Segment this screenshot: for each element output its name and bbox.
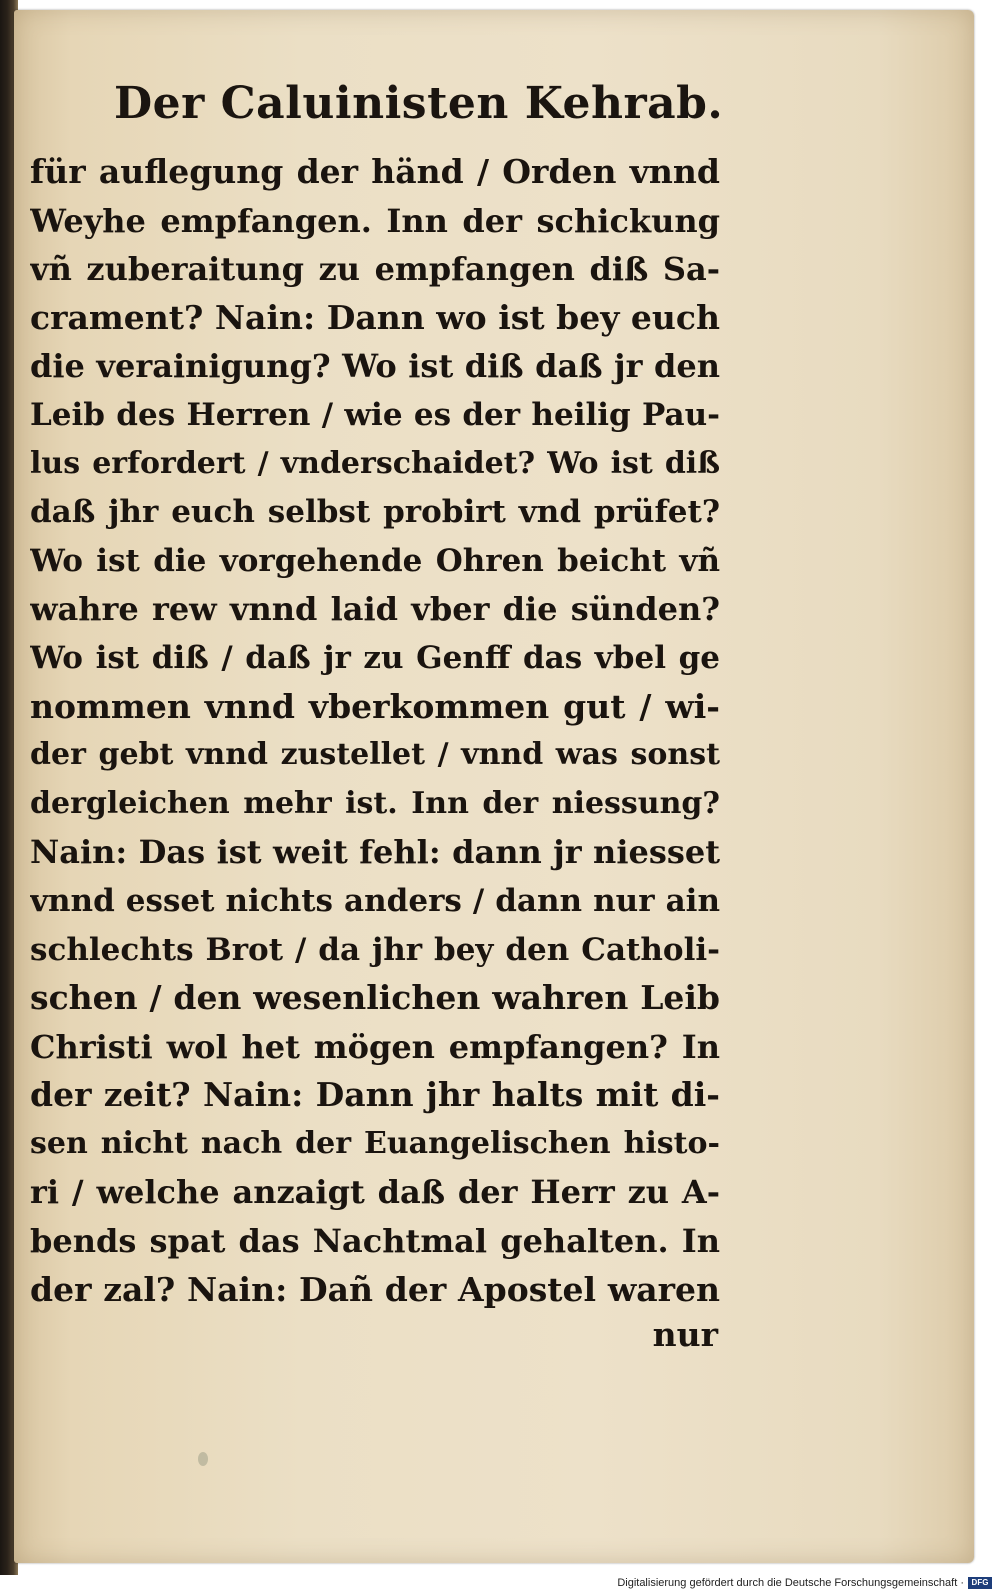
text-line: schen / den wesenlichen wahren Leib: [30, 978, 720, 1018]
text-line: dergleichen mehr ist. Inn der niessung?: [30, 785, 720, 821]
text-line: Wo ist diß / daß jr zu Genff das vbel ge: [30, 639, 720, 676]
text-line: schlechts Brot / da jhr bey den Catholi-: [30, 931, 720, 968]
text-line: wahre rew vnnd laid vber die sünden?: [30, 590, 720, 629]
catchword: nur: [652, 1315, 718, 1354]
text-line: Leib des Herren / wie es der heilig Pau-: [30, 396, 720, 433]
footer-credit-text: Digitalisierung gefördert durch die Deutsche Forschungsgemeinschaft ·: [617, 1577, 964, 1589]
text-line: Weyhe empfangen. Inn der schickung: [30, 201, 720, 240]
text-line: ri / welche anzaigt daß der Herr zu A-: [30, 1173, 720, 1212]
text-line: bends spat das Nachtmal gehalten. In: [30, 1222, 720, 1261]
text-line: vñ zuberaitung zu empfangen diß Sa-: [30, 250, 720, 289]
text-line: der zeit? Nain: Dann jhr halts mit di-: [30, 1075, 720, 1115]
text-line: vnnd esset nichts anders / dann nur ain: [30, 882, 720, 919]
book-page: [14, 10, 974, 1563]
digitization-footer: [617, 1575, 992, 1591]
text-line: Wo ist die vorgehende Ohren beicht vñ: [30, 542, 720, 579]
text-line: der zal? Nain: Dañ der Apostel waren: [30, 1269, 720, 1309]
body-text: [30, 148, 720, 1314]
text-line: Christi wol het mögen empfangen? In: [30, 1027, 720, 1066]
text-line: lus erfordert / vnderschaidet? Wo ist diß: [30, 445, 720, 481]
text-line: crament? Nain: Dann wo ist bey euch: [30, 297, 720, 337]
text-line: die verainigung? Wo ist diß daß jr den: [30, 347, 720, 386]
text-line: der gebt vnnd zustellet / vnnd was sonst: [30, 737, 720, 773]
running-head: Der Caluinisten Kehrab.: [114, 78, 724, 129]
text-line: nommen vnnd vberkommen gut / wi-: [30, 686, 720, 726]
text-line: daß jhr euch selbst probirt vnd prüfet?: [30, 494, 720, 531]
dfg-logo-icon: DFG: [968, 1577, 992, 1589]
text-line: für auflegung der händ / Orden vnnd: [30, 152, 720, 191]
text-line: sen nicht nach der Euangelischen histo-: [30, 1125, 720, 1161]
text-line: Nain: Das ist weit fehl: dann jr niesset: [30, 833, 720, 872]
paper-stain: [198, 1452, 208, 1466]
